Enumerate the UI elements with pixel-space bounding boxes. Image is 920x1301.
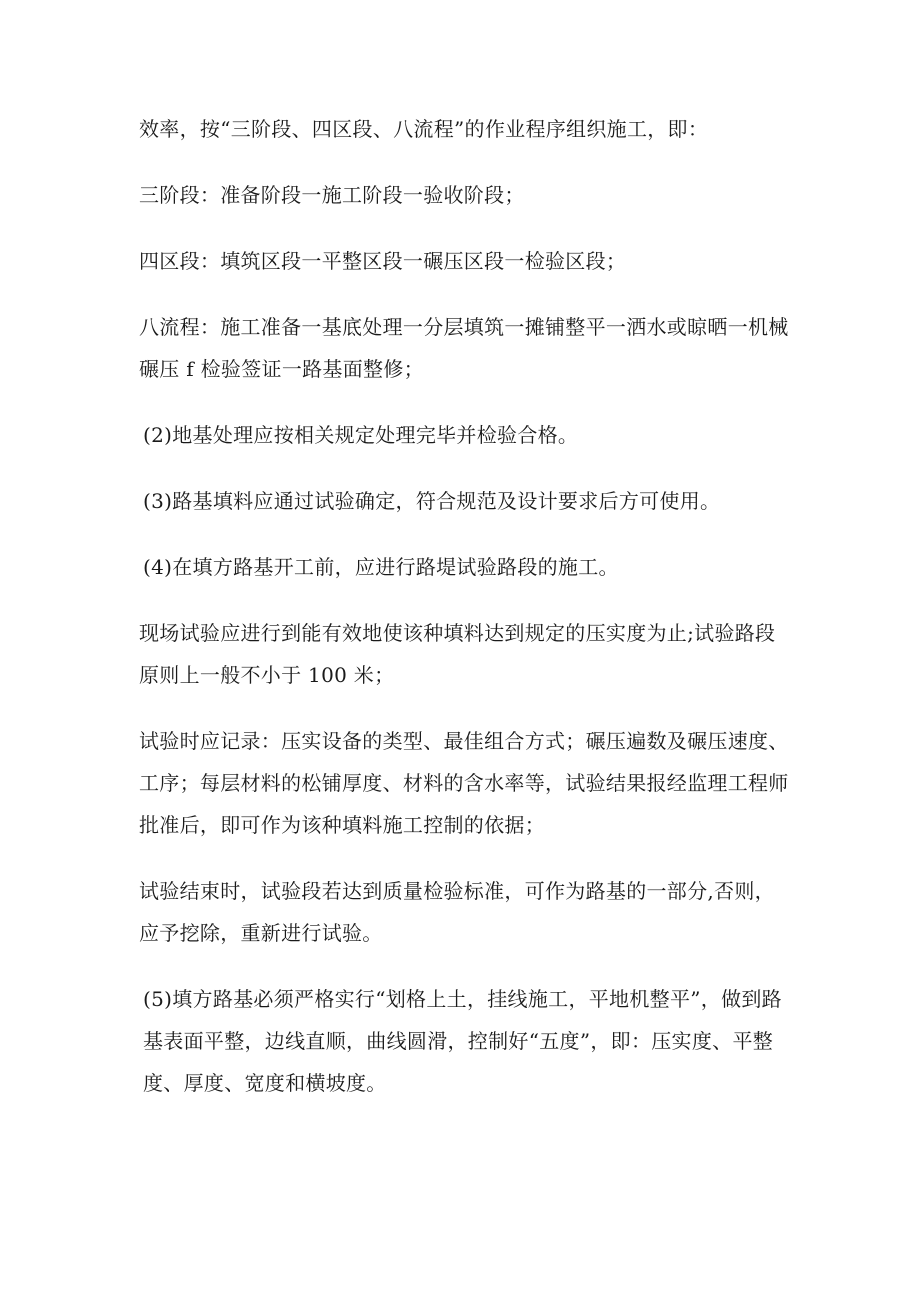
- paragraph-11: (5)填方路基必须严格实行“划格上土，挂线施工，平地机整平”，做到路基表面平整，边线直顺，曲线圆滑，控制好“五度”，即：压实度、平整度、厚度、宽度和横坡度。: [143, 987, 782, 1095]
- paragraph-3: 四区段：填筑区段一平整区段一碾压区段一检验区段；: [139, 249, 627, 273]
- document-body: [139, 108, 789, 1128]
- paragraph-2: 三阶段：准备阶段一施工阶段一验收阶段；: [139, 183, 525, 207]
- paragraph-7: (4)在填方路基开工前，应进行路堤试验路段的施工。: [143, 555, 619, 579]
- paragraph-1: 效率，按“三阶段、四区段、八流程”的作业程序组织施工，即：: [139, 117, 709, 141]
- paragraph-5: (2)地基处理应按相关规定处理完毕并检验合格。: [143, 423, 579, 447]
- paragraph-10: 试验结束时，试验段若达到质量检验标准，可作为路基的一部分,否则，应予挖除，重新进行试验。: [139, 879, 775, 945]
- paragraph-8: 现场试验应进行到能有效地使该种填料达到规定的压实度为止;试验路段原则上一般不小于 100 米；: [139, 621, 776, 687]
- paragraph-6: (3)路基填料应通过试验确定，符合规范及设计要求后方可使用。: [143, 489, 721, 513]
- paragraph-4: 八流程：施工准备一基底处理一分层填筑一摊铺整平一洒水或晾晒一机械碾压 f 检验签证一路基面整修；: [139, 315, 789, 381]
- paragraph-9: 试验时应记录：压实设备的类型、最佳组合方式；碾压遍数及碾压速度、工序；每层材料的松铺厚度、材料的含水率等，试验结果报经监理工程师批准后，即可作为该种填料施工控制的依据；: [139, 729, 789, 837]
